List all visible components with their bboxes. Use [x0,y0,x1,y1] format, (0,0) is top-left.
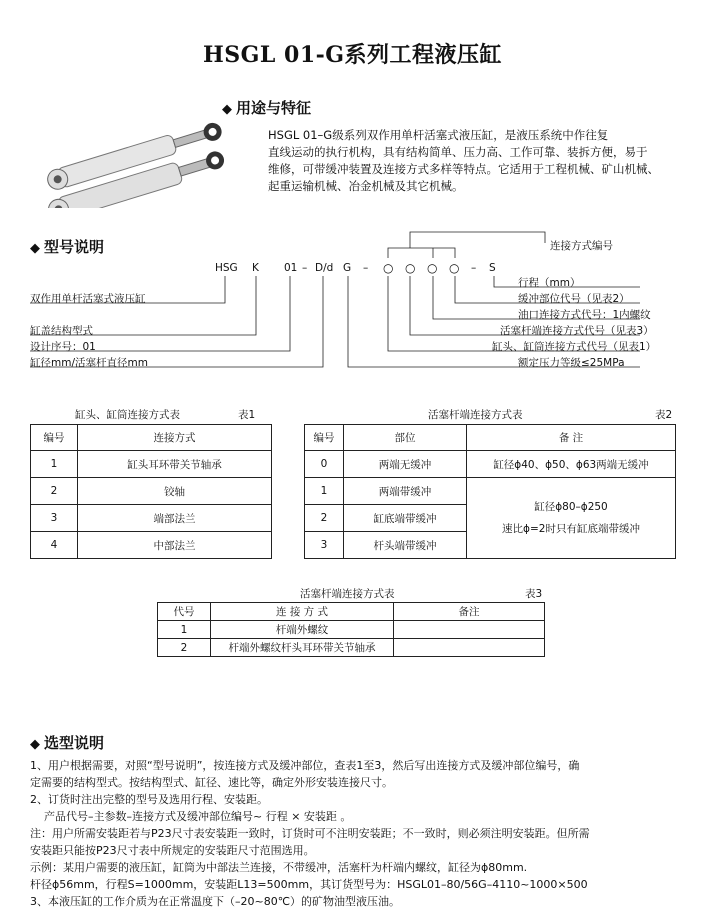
cell: 缸头耳环带关节轴承 [78,451,272,478]
label-rod-code: 活塞杆端连接方式代号（见表3） [500,325,654,337]
label-port-code: 油口连接方式代号：1内螺纹 [518,309,651,321]
cell: 4 [31,532,78,559]
table-row [31,478,272,505]
code-part: – [302,262,308,274]
cell: 2 [305,505,344,532]
selection-line: 注：用户所需安装距若与P23尺寸表安装距一致时，订货时可不注明安装距；不一致时，则必须注明安装距。但所需 [30,827,590,840]
cell: 中部法兰 [78,532,272,559]
selection-line: 3、本液压缸的工作介质为在正常温度下（–20~80℃）的矿物油型液压油。 [30,895,401,908]
cell: 杆头端带缓冲 [344,532,467,559]
table2-header: 部位 [344,425,467,451]
page-title: HSGL 01-G系列工程液压缸 [202,42,503,68]
selection-line: 杆径ϕ56mm，行程S=1000mm，安装距L13=500mm，其订货型号为：HSGL01–80/56G–4110~1000×500 [30,878,588,891]
code-part: – [471,262,477,274]
cell: 端部法兰 [78,505,272,532]
label-design-no: 设计序号：01 [30,341,96,353]
diamond-icon: ◆ [30,241,40,256]
model-heading: ◆ 型号说明 [30,238,105,256]
code-part: 01 [284,262,298,274]
table2-number: 表2 [655,409,673,421]
selection-heading: ◆ 选型说明 [30,734,105,752]
selection-line: 定需要的结构型式。按结构型式、缸径、速比等，确定外形安装连接尺寸。 [30,776,393,789]
code-part: K [252,262,259,274]
label-bore: 缸径mm/活塞杆直径mm [30,357,148,369]
code-part: ○ [449,261,460,275]
label-cover-type: 缸盖结构型式 [30,325,93,337]
table1-number: 表1 [238,409,256,421]
code-part: D/d [315,262,334,274]
cell: 2 [158,639,211,657]
cell: 杆端外螺纹杆头耳环带关节轴承 [211,639,394,657]
cell: 铰轴 [78,478,272,505]
selection-line: 1、用户根据需要，对照“型号说明”，按连接方式及缓冲部位，查表1至3，然后写出连接方式及缓冲部位编号，确 [30,759,580,772]
table3-number: 表3 [525,588,543,600]
cell [394,621,545,639]
table-row [158,621,545,639]
code-part: G [343,262,352,274]
table1-header: 连接方式 [78,425,272,451]
selection-line: 示例：某用户需要的液压缸，缸筒为中部法兰连接，不带缓冲，活塞杆为杆端内螺纹，缸径为ϕ80mm. [30,861,528,874]
cell: 1 [305,478,344,505]
selection-text [30,757,680,910]
table1-header: 编号 [31,425,78,451]
diamond-icon: ◆ [222,102,232,117]
code-part: HSG [215,262,238,274]
cell: 杆端外螺纹 [211,621,394,639]
table2 [304,424,676,559]
table2-header: 编号 [305,425,344,451]
selection-line: 安装距只能按P23尺寸表中所规定的安装距尺寸范围选用。 [30,844,315,857]
features-line: 起重运输机械、冶金机械及其它机械。 [268,179,464,193]
cell: 两端带缓冲 [344,478,467,505]
selection-line: 2、订货时注出完整的型号及选用行程、安装距。 [30,793,268,806]
cell: 1 [158,621,211,639]
code-part: ○ [383,261,394,275]
table3-header: 连 接 方 式 [211,603,394,621]
table-row [305,478,676,505]
features-line: 维修，可带缓冲装置及连接方式多样等特点。它适用于工程机械、矿山机械、 [268,162,659,176]
cell: 1 [31,451,78,478]
code-part: ○ [427,261,438,275]
label-stroke: 行程（mm） [518,277,581,289]
features-heading: ◆ 用途与特征 [222,99,312,117]
table3-caption: 活塞杆端连接方式表 [300,588,395,600]
table2-note-cell [467,478,676,559]
selection-line: 产品代号–主参数–连接方式及缓冲部位编号~ 行程 × 安装距 。 [30,810,352,823]
cell: 3 [305,532,344,559]
cell: 缸径ϕ40、ϕ50、ϕ63两端无缓冲 [467,451,676,478]
label-connection-code: 连接方式编号 [550,240,613,252]
cell: 0 [305,451,344,478]
code-part: ○ [405,261,416,275]
table-row [305,451,676,478]
cell: 2 [31,478,78,505]
cell: 缸底端带缓冲 [344,505,467,532]
label-pressure: 额定压力等级≤25MPa [518,357,625,369]
label-buffer-code: 缓冲部位代号（见表2） [518,293,630,305]
code-part: – [363,262,369,274]
table3-header: 代号 [158,603,211,621]
note-line: 缸径ϕ80–ϕ250 [534,501,608,513]
table2-header: 备 注 [467,425,676,451]
table2-caption: 活塞杆端连接方式表 [428,409,523,421]
table-row [31,532,272,559]
table1 [30,424,272,559]
table1-caption: 缸头、缸筒连接方式表 [75,409,180,421]
features-line: HSGL 01–G级系列双作用单杆活塞式液压缸，是液压系统中作往复 [268,128,609,142]
table3-header: 备注 [394,603,545,621]
note-line: 速比ϕ=2时只有缸底端带缓冲 [502,523,640,535]
table-row [158,639,545,657]
table-row [31,505,272,532]
diamond-icon: ◆ [30,737,40,752]
label-head-code: 缸头、缸筒连接方式代号（见表1） [492,341,657,353]
label-cylinder-type: 双作用单杆活塞式液压缸 [30,293,146,305]
cell: 两端无缓冲 [344,451,467,478]
model-leader-lines [0,0,705,380]
cell [394,639,545,657]
cell: 3 [31,505,78,532]
table-row [31,451,272,478]
table3 [157,602,545,657]
features-line: 直线运动的执行机构，具有结构简单、压力高、工作可靠、装拆方便，易于 [268,145,648,159]
code-part: S [489,262,496,274]
